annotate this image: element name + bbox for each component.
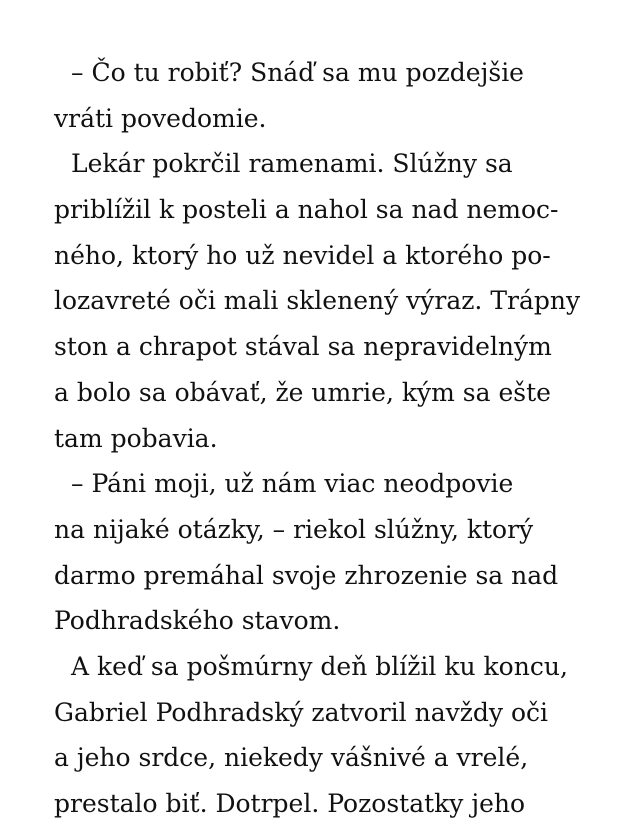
text-line: Lekár pokrčil ramenami. Slúžny sa (71, 149, 513, 179)
text-line: lozavreté oči mali sklenený výraz. Trápny (54, 286, 581, 316)
text-line: tam pobavia. (54, 423, 218, 453)
text-line: ston a chrapot stával sa nepravidelným (54, 332, 552, 362)
text-line: a bolo sa obávať, že umrie, kým sa ešte (54, 377, 551, 407)
text-line: priblížil k posteli a nahol sa nad nemoc- (54, 195, 559, 225)
text-line: Gabriel Podhradský zatvoril navždy oči (54, 697, 549, 727)
text-line: na nijaké otázky, – riekol slúžny, ktorý (54, 514, 534, 544)
text-line: prestalo biť. Dotrpel. Pozostatky jeho (54, 789, 526, 818)
text-line: – Čo tu robiť? Snáď sa mu pozdejšie (71, 58, 524, 87)
body-text (54, 50, 614, 827)
text-line: Podhradského stavom. (54, 606, 341, 636)
text-line: ného, ktorý ho už nevidel a ktorého po- (54, 240, 551, 270)
text-line: – Páni moji, už nám viac neodpovie (71, 469, 514, 499)
text-line: A keď sa pošmúrny deň blížil ku koncu, (71, 651, 568, 681)
text-line: vráti povedomie. (54, 103, 267, 133)
text-line: darmo premáhal svoje zhrozenie sa nad (54, 560, 559, 590)
text-line: a jeho srdce, niekedy vášnivé a vrelé, (54, 743, 529, 773)
